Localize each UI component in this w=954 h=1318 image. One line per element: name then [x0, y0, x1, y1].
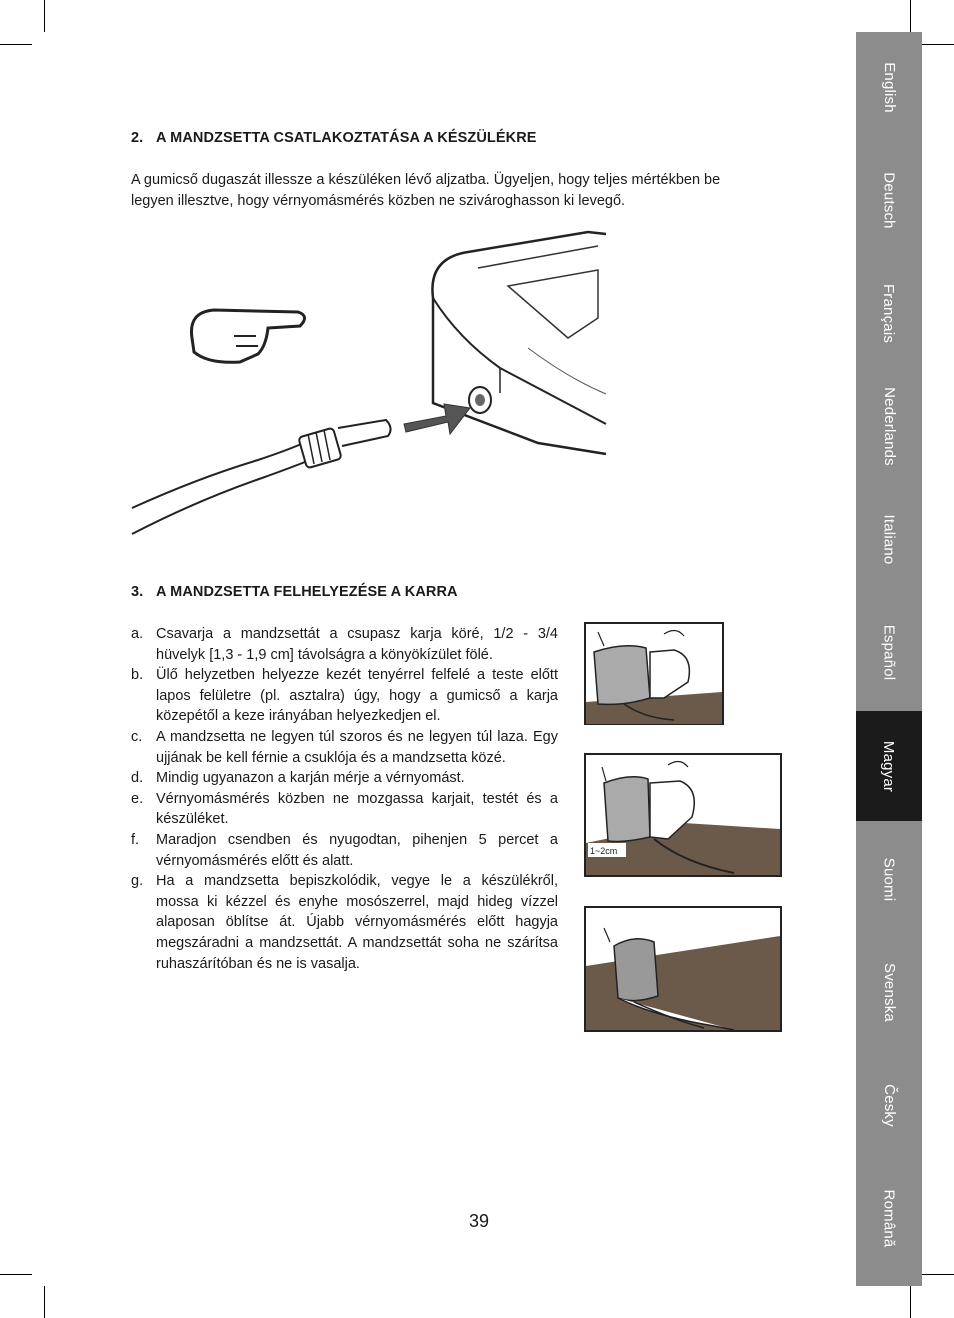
list-item: [131, 768, 558, 789]
list-item: [131, 624, 558, 665]
tab-label: Español: [880, 624, 898, 680]
list-marker: e.: [131, 790, 144, 807]
tab-label: Suomi: [880, 857, 898, 901]
list-item-text: Ülő helyzetben helyezze kezét tenyérrel felfelé a teste előtt lapos felületre (pl. asztalra) úgy, hogy a gumicső a karja közepétől a keze irányában helyezkedjen el.: [156, 667, 558, 725]
list-item-text: Ha a mandzsetta bepiszkolódik, vegye le a készülékről, mossa ki kézzel és enyhe mosószerrel, majd hideg vízzel alaposan öblítse át. Újabb vérnyomásmérés előtt hagyja megszáradni a mandzsettát. A mandzsettát soha ne szárítsa ruhaszárítóban és ne is vasalja.: [156, 873, 558, 972]
crop-mark: [922, 44, 954, 45]
crop-mark: [44, 1286, 45, 1318]
cuff-illustration-2: [584, 753, 782, 877]
crop-mark: [910, 1286, 911, 1318]
cuff-illustration-3: [584, 906, 782, 1032]
list-item-text: Mindig ugyanazon a karján mérje a vérnyomást.: [156, 770, 465, 787]
crop-mark: [0, 1274, 32, 1275]
list-marker: b.: [131, 667, 144, 684]
instruction-list: [131, 624, 558, 974]
tab-label: Deutsch: [880, 171, 898, 229]
tab-suomi[interactable]: [856, 824, 922, 934]
pointing-hand-icon: [191, 310, 304, 362]
list-item-text: A mandzsetta ne legyen túl szoros és ne legyen túl laza. Egy ujjának be kell férnie a csuklója és a mandzsetta közé.: [156, 728, 558, 766]
section-number: 3.: [131, 584, 144, 600]
tab-cesky[interactable]: [856, 1050, 922, 1160]
tab-label: Italiano: [880, 514, 898, 564]
tab-label: Română: [880, 1189, 898, 1247]
tab-deutsch[interactable]: [856, 145, 922, 255]
connector-illustration: [128, 228, 608, 548]
list-marker: g.: [131, 873, 144, 890]
tab-label: Svenska: [880, 962, 898, 1022]
list-item-text: Maradjon csendben és nyugodtan, pihenjen 5 percet a vérnyomásmérés előtt és alatt.: [156, 831, 558, 869]
section-3-heading: [131, 584, 458, 600]
distance-label: 1~2cm: [590, 846, 618, 856]
tab-label: Nederlands: [880, 386, 898, 466]
section-title: A MANDZSETTA FELHELYEZÉSE A KARRA: [156, 584, 458, 600]
crop-mark: [44, 0, 45, 32]
list-item: [131, 727, 558, 768]
tab-italiano[interactable]: [856, 484, 922, 594]
tab-nederlands[interactable]: [856, 371, 922, 481]
list-item-text: Vérnyomásmérés közben ne mozgassa karjait, testét és a készüléket.: [156, 790, 558, 828]
section-2-paragraph: [131, 170, 795, 212]
page-number-text: 39: [468, 1211, 490, 1231]
list-item: [131, 830, 558, 871]
paragraph-line: legyen illesztve, hogy vérnyomásmérés közben ne szivároghasson ki levegő.: [131, 193, 626, 209]
crop-mark: [0, 44, 32, 45]
list-marker: c.: [131, 728, 143, 745]
crop-mark: [922, 1274, 954, 1275]
list-marker: d.: [131, 770, 144, 787]
page-number: [0, 1211, 954, 1232]
section-number: 2.: [131, 130, 144, 146]
list-item: [131, 665, 558, 727]
tab-svenska[interactable]: [856, 937, 922, 1047]
tab-magyar[interactable]: [856, 711, 922, 821]
section-title: A MANDZSETTA CSATLAKOZTATÁSA A KÉSZÜLÉKRE: [156, 130, 537, 146]
tab-romana[interactable]: [856, 1163, 922, 1273]
tab-label: English: [880, 61, 898, 113]
paragraph-line: A gumicső dugaszát illessze a készüléken lévő aljzatba. Ügyeljen, hogy teljes mértékben be: [131, 172, 721, 188]
tab-label: Magyar: [880, 740, 898, 792]
tab-english[interactable]: [856, 32, 922, 142]
tab-francais[interactable]: [856, 258, 922, 368]
tab-espanol[interactable]: [856, 597, 922, 707]
cuff-illustration-1: [584, 622, 724, 725]
list-item: [131, 871, 558, 974]
section-2-heading: [131, 130, 537, 146]
list-item-text: Csavarja a mandzsettát a csupasz karja köré, 1/2 - 3/4 hüvelyk [1,3 - 1,9 cm] távolságra a könyökízület fölé.: [156, 626, 558, 663]
list-item: [131, 789, 558, 830]
tab-label: Français: [880, 283, 898, 343]
list-marker: f.: [131, 831, 140, 848]
crop-mark: [910, 0, 911, 32]
language-sidebar: [856, 32, 922, 1286]
tab-label: Česky: [880, 1083, 898, 1127]
list-marker: a.: [131, 626, 144, 642]
